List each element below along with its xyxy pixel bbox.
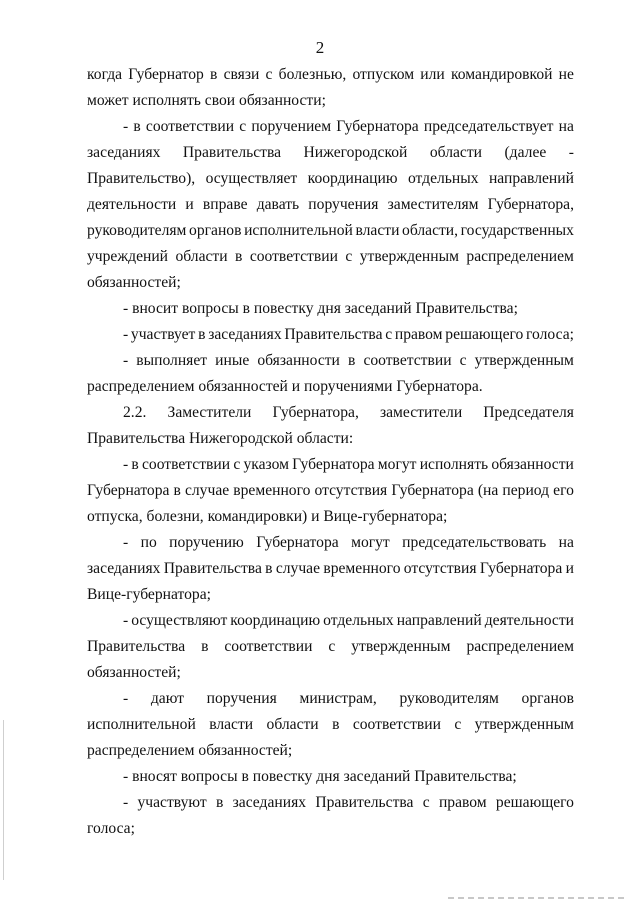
text-line: деятельности и вправе давать поручения заместителям Губернатора, [87,196,574,213]
text-line: - по поручению Губернатора могут председательствовать на [123,534,574,551]
text-line: Губернатора в случае временного отсутствия Губернатора (на период его [87,482,574,499]
text-line: - участвует в заседаниях Правительства с правом решающего голоса; [123,326,574,343]
text-line: - вносят вопросы в повестку дня заседаний Правительства; [123,768,517,785]
text-line: учреждений области в соответствии с утвержденным распределением [87,248,574,265]
text-line: - участвуют в заседаниях Правительства с правом решающего [123,794,574,811]
text-line: может исполнять свои обязанности; [87,92,326,109]
text-line: - в соответствии с поручением Губернатора председательствует на [123,118,574,135]
text-line: - осуществляют координацию отдельных направлений деятельности [123,612,574,629]
text-line: когда Губернатор в связи с болезнью, отпуском или командировкой не [87,66,574,83]
scan-edge-mark [3,720,4,880]
text-line: - вносит вопросы в повестку дня заседаний Правительства; [123,300,518,317]
text-line: - дают поручения министрам, руководителям органов [123,690,574,707]
text-line: - выполняет иные обязанности в соответствии с утвержденным [123,352,574,369]
text-line: 2.2. Заместители Губернатора, заместители Председателя [123,404,574,421]
text-line: заседаниях Правительства Нижегородской области (далее - [87,144,574,161]
text-line: Правительства Нижегородской области: [87,430,354,447]
text-line: заседаниях Правительства в случае временного отсутствия Губернатора и [87,560,574,577]
page-number: 2 [315,38,325,57]
scan-footer-noise [448,897,628,899]
text-line: Правительства в соответствии с утвержденным распределением [87,638,574,655]
text-line: распределением обязанностей и поручениями Губернатора. [87,378,483,395]
text-line: голоса; [87,820,135,837]
text-line: Вице-губернатора; [87,586,211,603]
text-line: исполнительной власти области в соответствии с утвержденным [87,716,574,733]
text-line: Правительство), осуществляет координацию отдельных направлений [87,170,574,187]
text-line: - в соответствии с указом Губернатора могут исполнять обязанности [123,456,574,473]
text-line: руководителям органов исполнительной власти области, государственных [87,222,574,239]
text-line: распределением обязанностей; [87,742,293,759]
text-line: отпуска, болезни, командировки) и Вице-губернатора; [87,508,448,525]
text-line: обязанностей; [87,274,181,291]
text-line: обязанностей; [87,664,181,681]
